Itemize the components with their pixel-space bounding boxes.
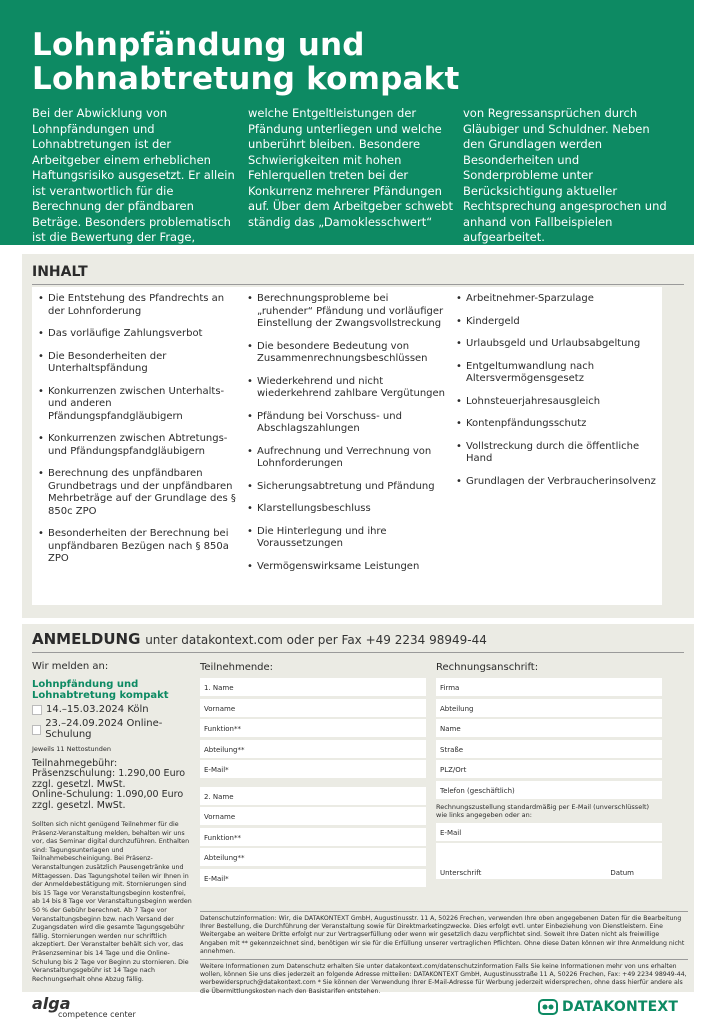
form-field[interactable]: 1. Name <box>200 678 426 696</box>
form-field[interactable]: 2. Name <box>200 787 426 805</box>
billing-email-field[interactable]: E-Mail <box>436 823 662 841</box>
contents-item: • Kindergeld <box>456 316 656 329</box>
contents-item: • Pfändung bei Vorschuss- und Abschlagszahlungen <box>247 411 447 436</box>
contents-list-3 <box>456 293 656 498</box>
participants-column <box>200 662 426 889</box>
course-column <box>32 662 192 984</box>
form-field[interactable]: Abteilung** <box>200 740 426 758</box>
datakontext-logo <box>538 996 678 1018</box>
contents-item: • Die Entstehung des Pfandrechts an der Lohnforderung <box>38 293 238 318</box>
contents-item: • Die besondere Bedeutung von Zusammenrechnungsbeschlüssen <box>247 341 447 366</box>
form-field[interactable]: E-Mail* <box>200 869 426 887</box>
divider <box>32 284 684 285</box>
form-field[interactable]: E-Mail* <box>200 760 426 778</box>
contents-item: • Vermögenswirksame Leistungen <box>247 561 447 574</box>
fees: Teilnahmegebühr: Präsenzschulung: 1.290,00 Euro zzgl. gesetzl. MwSt. Online-Schulung: 1.090,00 Euro zzgl. gesetzl. MwSt. <box>32 757 186 811</box>
signature-label: Unterschrift <box>440 869 482 877</box>
participants-label: Teilnehmende: <box>200 662 274 673</box>
form-field[interactable]: Vorname <box>200 699 426 717</box>
form-field[interactable]: Funktion** <box>200 828 426 846</box>
date-label: Datum <box>610 869 634 877</box>
contents-heading: INHALT <box>32 264 88 280</box>
contents-item: • Lohnsteuerjahresausgleich <box>456 396 656 409</box>
intro-col-3: von Regressansprüchen durch Gläubiger und Schuldner. Neben den Grundlagen werden Besonderheiten und Sonderprobleme unter Berücksichtigung aktueller Rechtsprechung angesprochen und anhand von Fallbeispielen aufgearbeitet. <box>463 106 667 244</box>
contents-item: • Die Besonderheiten der Unterhaltspfändung <box>38 351 238 376</box>
form-field[interactable]: Funktion** <box>200 719 426 737</box>
contents-item: • Klarstellungsbeschluss <box>247 503 447 516</box>
form-field[interactable]: Abteilung** <box>200 848 426 866</box>
checkbox[interactable] <box>32 705 42 715</box>
registration-subheading: unter datakontext.com oder per Fax +49 2234 98949-44 <box>145 633 487 647</box>
course-title: Lohnpfändung und Lohnabtretung kompakt <box>32 678 169 701</box>
terms-fine-print: Sollten sich nicht genügend Teilnehmer für die Präsenz-Veranstaltung melden, behalten wir uns vor, das Seminar digital durchzuführen. Enthalten sind: Tagungsunterlagen und Teilnahmebescheinigung. Bei Präsenz-Veranstaltungen zusätzlich Pausengetränke und Mittagessen. Das Tagungshotel teilen wir Ihnen in der Anmeldebestätigung mit. Stornierungen sind bis 15 Tage vor Veranstaltungsbeginn kostenfrei, ab 14 bis 8 Tage vor Veranstaltungsbeginn werden 50 % der Gebühr berechnet. Ab 7 Tage vor Veranstaltungsbeginn bzw. nach Versand der Zugangsdaten wird die gesamte Tagungsgebühr fällig. Stornierungen werden nur schriftlich akzeptiert. Der Veranstalter behält sich vor, das Präsenzseminar bis 14 Tage und die Online-Schulung bis 2 Tage vor Beginn zu stornieren. Die Veranstaltungsgebühr ist 14 Tage nach Rechnungserhalt ohne Abzug fällig. <box>32 821 192 983</box>
form-field[interactable]: Telefon (geschäftlich) <box>436 781 662 799</box>
contents-item: • Arbeitnehmer-Sparzulage <box>456 293 656 306</box>
contents-section <box>22 254 694 618</box>
invoice-note: Rechnungszustellung standardmäßig per E-Mail (unverschlüsselt) wie links angegeben oder an: <box>436 802 650 819</box>
contents-item: • Entgeltumwandlung nach Altersvermögensgesetz <box>456 361 656 386</box>
title-line-1: Lohnpfändung und <box>32 27 365 63</box>
alga-logo <box>32 994 152 1020</box>
contents-item: • Sicherungsabtretung und Pfändung <box>247 481 447 494</box>
signature-field[interactable] <box>436 843 662 879</box>
contents-item: • Grundlagen der Verbraucherinsolvenz <box>456 476 656 489</box>
hours-note: Jeweils 11 Nettostunden <box>32 745 111 753</box>
contents-item: • Das vorläufige Zahlungsverbot <box>38 328 238 341</box>
intro-col-1: Bei der Abwicklung von Lohnpfändungen und Lohnabtretungen ist der Arbeitgeber einem erheblichen Haftungsrisiko ausgesetzt. Er allein ist verantwortlich für die Berechnung der pfändbaren Beträge. Besonders problematisch ist die Bewertung der Frage, <box>32 106 235 244</box>
contents-list-1 <box>38 293 238 576</box>
alga-tagline: competence center <box>58 1010 136 1019</box>
intro-col-2: welche Entgeltleistungen der Pfändung unterliegen und welche unberührt bleiben. Besondere Schwierigkeiten mit hohen Fehlerquellen treten bei der Konkurrenz mehrerer Pfändungen auf. Über dem Arbeitgeber schwebt ständig das „Damoklesschwert“ <box>248 106 453 229</box>
contents-item: • Die Hinterlegung und ihre Voraussetzungen <box>247 526 447 551</box>
privacy-notice <box>200 908 688 996</box>
datakontext-wordmark: DATAKONTEXT <box>562 999 679 1015</box>
form-field[interactable]: Firma <box>436 678 662 696</box>
privacy-text-2: Weitere Informationen zum Datenschutz erhalten Sie unter datakontext.com/datenschutzinformation Falls Sie keine Informationen mehr von uns erhalten wollen, können Sie uns dies jederzeit an folgende Adresse mitteilen: DATAKONTEXT GmbH, Augustinusstraße 11 A, 50226 Frechen, Fax: +49 2234 98949-44, werbewiderspruch@datakontext.com * Sie können der Verwendung Ihrer E-Mail-Adresse für Werbung jederzeit widersprechen, ohne dass hierfür andere als die Übermittlungskosten nach den Basistarifen entstehen. <box>200 963 687 995</box>
contents-item: • Konkurrenzen zwischen Unterhalts- und anderen Pfändungspfandgläubigern <box>38 386 238 424</box>
contents-item: • Berechnungsprobleme bei „ruhender“ Pfändung und vorläufiger Einstellung der Zwangsvollstreckung <box>247 293 447 331</box>
register-label: Wir melden an: <box>32 661 109 672</box>
form-field[interactable]: Abteilung <box>436 699 662 717</box>
option-cologne[interactable]: 14.–15.03.2024 Köln <box>32 705 192 716</box>
contents-item: • Urlaubsgeld und Urlaubsabgeltung <box>456 338 656 351</box>
divider <box>32 652 684 653</box>
form-field[interactable]: PLZ/Ort <box>436 760 662 778</box>
contents-item: • Kontenpfändungsschutz <box>456 418 656 431</box>
billing-column <box>436 662 662 882</box>
privacy-text-1: Datenschutzinformation: Wir, die DATAKONTEXT GmbH, Augustinusstr. 11 A, 50226 Frechen, verwenden Ihre oben angegebenen Daten für die Bearbeitung Ihrer Bestellung, die Durchführung der Veranstaltung sowie für Direktmarketingzwecke. Dies erfolgt evtl. unter Einbeziehung von Dienstleistern. Eine Weitergabe an weitere Dritte erfolgt nur zur Vertragserfüllung oder wenn wir gesetzlich dazu verpflichtet sind. Soweit Ihre Daten nicht als freiwillige Angaben mit ** gekennzeichnet sind, benötigen wir sie für die Erfüllung unserer vertraglichen Pflichten. Ohne diese Daten können wir Ihre Anmeldung nicht annehmen. <box>200 915 685 955</box>
form-field[interactable]: Name <box>436 719 662 737</box>
checkbox[interactable] <box>32 725 41 735</box>
contents-item: • Wiederkehrend und nicht wiederkehrend zahlbare Vergütungen <box>247 376 447 401</box>
participant-1-fields <box>200 678 426 778</box>
contents-list-2 <box>247 293 447 583</box>
hero-banner <box>0 0 694 245</box>
contents-item: • Berechnung des unpfändbaren Grundbetrags und der unpfändbaren Mehrbeträge auf der Grundlage des § 850c ZPO <box>38 468 238 518</box>
billing-label: Rechnungsanschrift: <box>436 662 539 673</box>
registration-header <box>32 630 487 648</box>
option-online[interactable]: 23.–24.09.2024 Online-Schulung <box>32 719 192 740</box>
contents-item: • Vollstreckung durch die öffentliche Hand <box>456 441 656 466</box>
title-line-2: Lohnabtretung kompakt <box>32 61 460 97</box>
page-title <box>32 28 460 96</box>
contents-item: • Aufrechnung und Verrechnung von Lohnforderungen <box>247 446 447 471</box>
contents-box <box>32 287 662 605</box>
contents-item: • Konkurrenzen zwischen Abtretungs- und Pfändungspfandgläubigern <box>38 433 238 458</box>
owl-icon <box>538 999 558 1015</box>
form-field[interactable]: Straße <box>436 740 662 758</box>
registration-heading: ANMELDUNG <box>32 630 141 648</box>
form-field[interactable]: Vorname <box>200 807 426 825</box>
contents-item: • Besonderheiten der Berechnung bei unpfändbaren Bezügen nach § 850a ZPO <box>38 528 238 566</box>
registration-section <box>22 624 694 995</box>
billing-fields <box>436 678 662 799</box>
participant-2-fields <box>200 787 426 887</box>
alga-wordmark: alga <box>32 994 71 1013</box>
